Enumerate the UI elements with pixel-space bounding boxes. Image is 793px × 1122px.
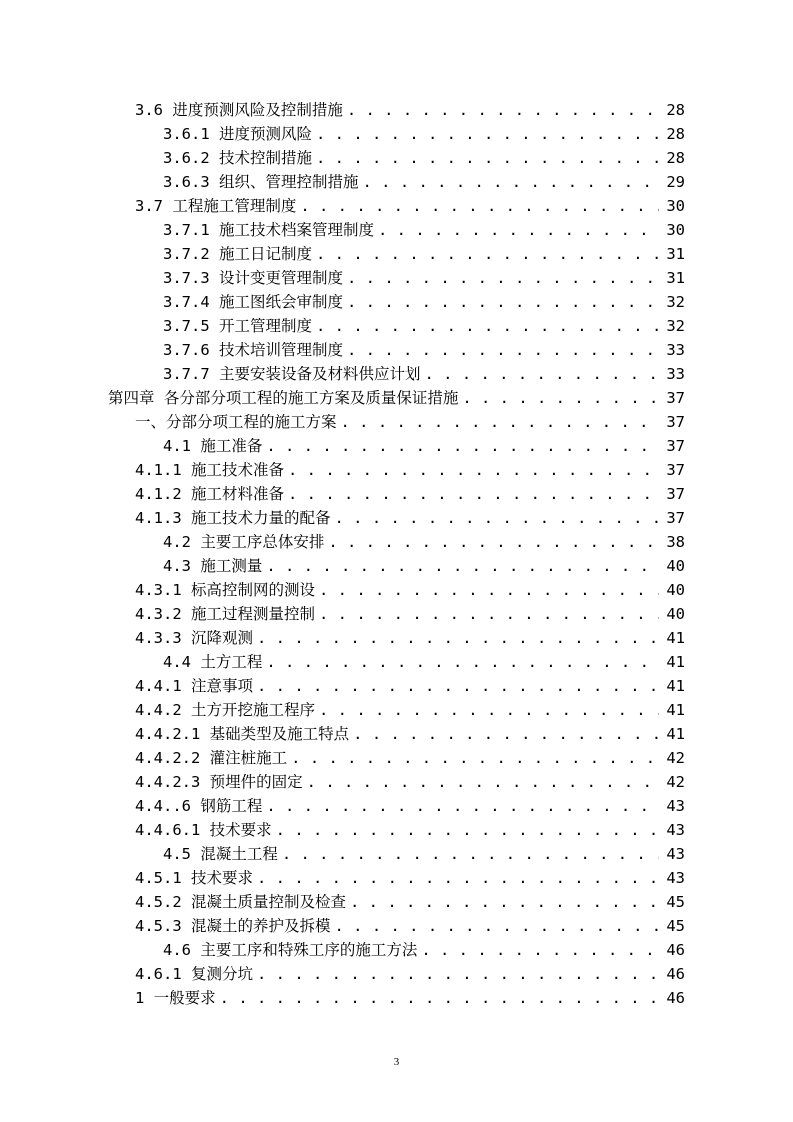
toc-leader-dots	[341, 410, 659, 434]
toc-leader-dots	[220, 986, 659, 1010]
toc-entry[interactable]	[163, 338, 685, 362]
toc-entry[interactable]	[163, 554, 685, 578]
toc-page-number: 41	[666, 629, 685, 647]
toc-entry-label: 4.1.3 施工技术力量的配备	[135, 509, 331, 527]
toc-entry-label: 3.7.5 开工管理制度	[163, 317, 312, 335]
toc-leader-dots	[319, 602, 659, 626]
toc-leader-dots	[266, 794, 659, 818]
toc-entry[interactable]	[135, 602, 685, 626]
toc-leader-dots	[257, 674, 659, 698]
toc-page-number: 43	[666, 869, 685, 887]
toc-entry[interactable]	[135, 866, 685, 890]
toc-entry-label: 4.3.2 施工过程测量控制	[135, 605, 315, 623]
toc-entry-label: 1 一般要求	[135, 989, 216, 1007]
toc-leader-dots	[347, 98, 659, 122]
toc-entry-label: 4.1.1 施工技术准备	[135, 461, 284, 479]
toc-entry[interactable]	[108, 386, 685, 410]
toc-page-number: 42	[666, 749, 685, 767]
toc-page-number: 43	[666, 797, 685, 815]
toc-page-number: 37	[666, 389, 685, 407]
toc-page-number: 43	[666, 845, 685, 863]
toc-entry[interactable]	[135, 986, 685, 1010]
toc-leader-dots	[328, 530, 659, 554]
toc-page-number: 29	[666, 173, 685, 191]
toc-page-number: 33	[666, 341, 685, 359]
toc-entry-label: 3.7.1 施工技术档案管理制度	[163, 221, 374, 239]
toc-leader-dots	[378, 218, 659, 242]
toc-entry-label: 第四章 各分部分项工程的施工方案及质量保证措施	[108, 389, 459, 407]
toc-entry-label: 3.7.6 技术培训管理制度	[163, 341, 343, 359]
toc-page-number: 32	[666, 293, 685, 311]
toc-entry-label: 4.1.2 施工材料准备	[135, 485, 284, 503]
toc-entry-label: 4.5.1 技术要求	[135, 869, 253, 887]
toc-entry-label: 3.7.4 施工图纸会审制度	[163, 293, 343, 311]
toc-entry[interactable]	[135, 194, 685, 218]
toc-entry[interactable]	[163, 218, 685, 242]
toc-entry-label: 4.6.1 复测分坑	[135, 965, 253, 983]
toc-leader-dots	[257, 626, 659, 650]
toc-leader-dots	[266, 554, 659, 578]
toc-entry-label: 4.2 主要工序总体安排	[163, 533, 325, 551]
toc-leader-dots	[307, 770, 659, 794]
toc-entry[interactable]	[163, 170, 685, 194]
toc-entry[interactable]	[163, 266, 685, 290]
toc-entry[interactable]	[135, 410, 685, 434]
toc-leader-dots	[319, 578, 659, 602]
toc-leader-dots	[350, 890, 659, 914]
toc-leader-dots	[316, 314, 659, 338]
toc-leader-dots	[462, 386, 659, 410]
toc-entry[interactable]	[163, 650, 685, 674]
toc-page-number: 37	[666, 509, 685, 527]
toc-entry-label: 4.5 混凝土工程	[163, 845, 278, 863]
toc-page-number: 30	[666, 221, 685, 239]
toc-page-number: 41	[666, 701, 685, 719]
toc-page-number: 33	[666, 365, 685, 383]
toc-page-number: 40	[666, 557, 685, 575]
toc-leader-dots	[276, 818, 659, 842]
toc-page-number: 40	[666, 581, 685, 599]
toc-page-number: 46	[666, 989, 685, 1007]
toc-page-number: 37	[666, 485, 685, 503]
toc-leader-dots	[347, 290, 659, 314]
toc-entry[interactable]	[163, 434, 685, 458]
toc-page-number: 46	[666, 941, 685, 959]
page-footer-number: 3	[393, 1056, 400, 1068]
toc-entry[interactable]	[163, 938, 685, 962]
toc-entry[interactable]	[135, 722, 685, 746]
toc-leader-dots	[257, 962, 659, 986]
toc-page-number: 37	[666, 461, 685, 479]
toc-leader-dots	[425, 362, 660, 386]
toc-page-number: 45	[666, 893, 685, 911]
toc-entry-label: 4.4 土方工程	[163, 653, 263, 671]
toc-page-number: 41	[666, 653, 685, 671]
toc-entry[interactable]	[135, 770, 685, 794]
toc-leader-dots	[335, 914, 660, 938]
toc-entry[interactable]	[135, 818, 685, 842]
toc-page-number: 42	[666, 773, 685, 791]
toc-entry-label: 3.7 工程施工管理制度	[135, 197, 297, 215]
toc-entry[interactable]	[163, 146, 685, 170]
toc-entry-label: 3.6.3 组织、管理控制措施	[163, 173, 359, 191]
toc-entry[interactable]	[163, 362, 685, 386]
toc-entry[interactable]	[135, 98, 685, 122]
toc-entry-label: 4.4..6 钢筋工程	[135, 797, 263, 815]
toc-entry[interactable]	[163, 530, 685, 554]
toc-leader-dots	[319, 698, 659, 722]
toc-page-number: 45	[666, 917, 685, 935]
toc-entry[interactable]	[135, 914, 685, 938]
toc-page-number: 46	[666, 965, 685, 983]
toc-entry-label: 3.7.3 设计变更管理制度	[163, 269, 343, 287]
toc-leader-dots	[316, 146, 659, 170]
toc-page-number: 28	[666, 149, 685, 167]
toc-entry[interactable]	[135, 626, 685, 650]
toc-entry-label: 4.3 施工测量	[163, 557, 263, 575]
toc-entry-label: 3.7.7 主要安装设备及材料供应计划	[163, 365, 421, 383]
toc-leader-dots	[363, 170, 660, 194]
toc-page-number: 31	[666, 269, 685, 287]
toc-leader-dots	[353, 722, 659, 746]
toc-page-number: 37	[666, 437, 685, 455]
toc-entry-label: 4.4.2 土方开挖施工程序	[135, 701, 315, 719]
toc-leader-dots	[291, 746, 659, 770]
toc-entry-label: 3.6.2 技术控制措施	[163, 149, 312, 167]
toc-leader-dots	[257, 866, 659, 890]
toc-page-number: 37	[666, 413, 685, 431]
toc-entry-label: 3.6 进度预测风险及控制措施	[135, 101, 343, 119]
toc-page-number: 31	[666, 245, 685, 263]
toc-entry[interactable]	[135, 458, 685, 482]
toc-entry-label: 4.5.2 混凝土质量控制及检查	[135, 893, 346, 911]
toc-leader-dots	[347, 266, 659, 290]
toc-leader-dots	[421, 938, 659, 962]
toc-entry-label: 4.4.1 注意事项	[135, 677, 253, 695]
toc-page-number: 28	[666, 101, 685, 119]
toc-leader-dots	[347, 338, 659, 362]
toc-entry-label: 3.7.2 施工日记制度	[163, 245, 312, 263]
toc-entry-label: 4.4.2.1 基础类型及施工特点	[135, 725, 350, 743]
toc-entry-label: 4.1 施工准备	[163, 437, 263, 455]
toc-page-number: 32	[666, 317, 685, 335]
toc-leader-dots	[288, 482, 659, 506]
toc-entry[interactable]	[163, 290, 685, 314]
toc-leader-dots	[316, 242, 659, 266]
toc-entry[interactable]	[135, 746, 685, 770]
toc-leader-dots	[266, 650, 659, 674]
toc-entry-label: 4.5.3 混凝土的养护及拆模	[135, 917, 331, 935]
toc-entry[interactable]	[135, 482, 685, 506]
toc-leader-dots	[335, 506, 660, 530]
toc-entry[interactable]	[163, 122, 685, 146]
toc-entry-label: 4.4.2.2 灌注桩施工	[135, 749, 288, 767]
toc-entry-label: 4.4.6.1 技术要求	[135, 821, 272, 839]
toc-entry[interactable]	[135, 674, 685, 698]
toc-leader-dots	[300, 194, 659, 218]
toc-page-number: 40	[666, 605, 685, 623]
toc-entry[interactable]	[135, 890, 685, 914]
toc-page-number: 43	[666, 821, 685, 839]
toc-entry[interactable]	[135, 578, 685, 602]
toc-entry-label: 4.3.1 标高控制网的测设	[135, 581, 315, 599]
toc-entry[interactable]	[163, 314, 685, 338]
toc-entry[interactable]	[135, 794, 685, 818]
toc-leader-dots	[282, 842, 659, 866]
toc-page-number: 41	[666, 725, 685, 743]
toc-entry-label: 4.3.3 沉降观测	[135, 629, 253, 647]
toc-leader-dots	[288, 458, 659, 482]
toc-leader-dots	[266, 434, 659, 458]
toc-entry-label: 4.6 主要工序和特殊工序的施工方法	[163, 941, 418, 959]
toc-entry[interactable]	[135, 698, 685, 722]
toc-leader-dots	[316, 122, 659, 146]
toc-page-number: 41	[666, 677, 685, 695]
toc-page-number: 30	[666, 197, 685, 215]
toc-entry[interactable]	[163, 242, 685, 266]
toc-page-number: 28	[666, 125, 685, 143]
toc-entry-label: 3.6.1 进度预测风险	[163, 125, 312, 143]
toc-entry[interactable]	[163, 842, 685, 866]
toc-page-number: 38	[666, 533, 685, 551]
toc-entry[interactable]	[135, 506, 685, 530]
toc-entry[interactable]	[135, 962, 685, 986]
toc-entry-label: 4.4.2.3 预埋件的固定	[135, 773, 303, 791]
toc-entry-label: 一、分部分项工程的施工方案	[135, 413, 337, 431]
